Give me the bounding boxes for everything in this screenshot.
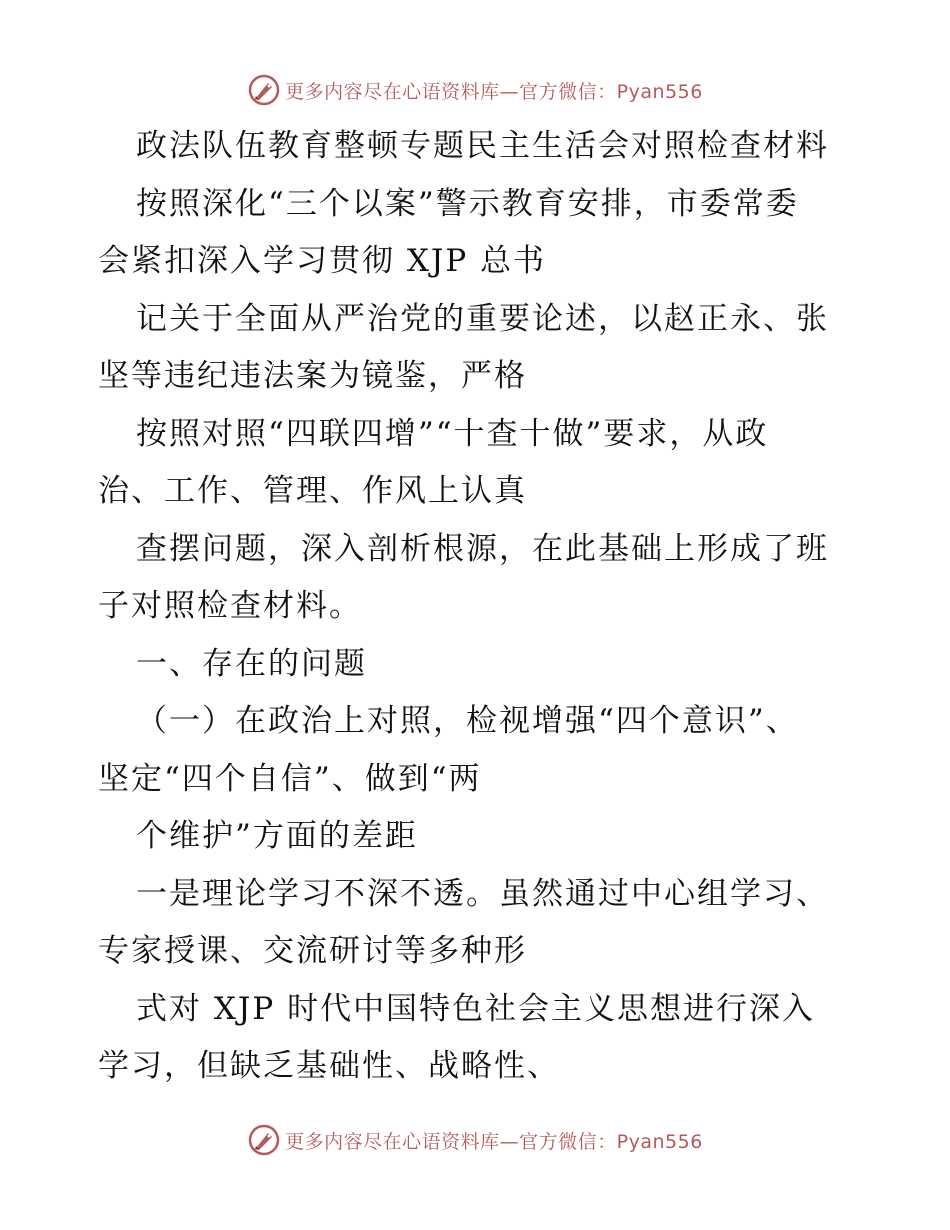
text-line: 政法队伍教育整顿专题民主生活会对照检查材料 — [136, 128, 829, 164]
text-line: 坚等违纪违法案为镜鉴，严格 — [98, 358, 527, 394]
header-watermark — [0, 70, 950, 110]
text-line: 按照深化“三个以案”警示教育安排，市委常委 — [136, 185, 799, 222]
text-line: 坚定“四个自信”、做到“两 — [98, 760, 482, 797]
footer-watermark — [0, 1120, 950, 1160]
watermark-text: 更多内容尽在心语资料库—官方微信：Pyan556 — [285, 80, 703, 103]
text-line: 个维护”方面的差距 — [136, 818, 418, 854]
text-line: 学习，但缺乏基础性、战略性、 — [98, 1048, 560, 1084]
text-line: 一是理论学习不深不透。虽然通过中心组学习、 — [136, 875, 829, 912]
watermark-text: 更多内容尽在心语资料库—官方微信：Pyan556 — [285, 1130, 703, 1153]
pen-nib-logo-icon — [247, 73, 281, 107]
text-line: 记关于全面从严治党的重要论述，以赵正永、张 — [136, 300, 829, 337]
pen-nib-logo-icon — [247, 1123, 281, 1157]
text-line: 按照对照“四联四增”“十查十做”要求，从政 — [136, 415, 769, 452]
text-line: 式对 XJP 时代中国特色社会主义思想进行深入 — [136, 990, 816, 1027]
document-body — [98, 118, 858, 1096]
text-line: 子对照检查材料。 — [98, 588, 362, 624]
text-line: 专家授课、交流研讨等多种形 — [98, 933, 527, 969]
text-line: 治、工作、管理、作风上认真 — [98, 473, 527, 509]
text-line: 会紧扣深入学习贯彻 XJP 总书 — [98, 243, 547, 279]
text-line: 一、存在的问题 — [136, 645, 367, 682]
text-line: （一）在政治上对照，检视增强“四个意识”、 — [136, 703, 799, 739]
text-line: 查摆问题，深入剖析根源，在此基础上形成了班 — [136, 530, 829, 567]
